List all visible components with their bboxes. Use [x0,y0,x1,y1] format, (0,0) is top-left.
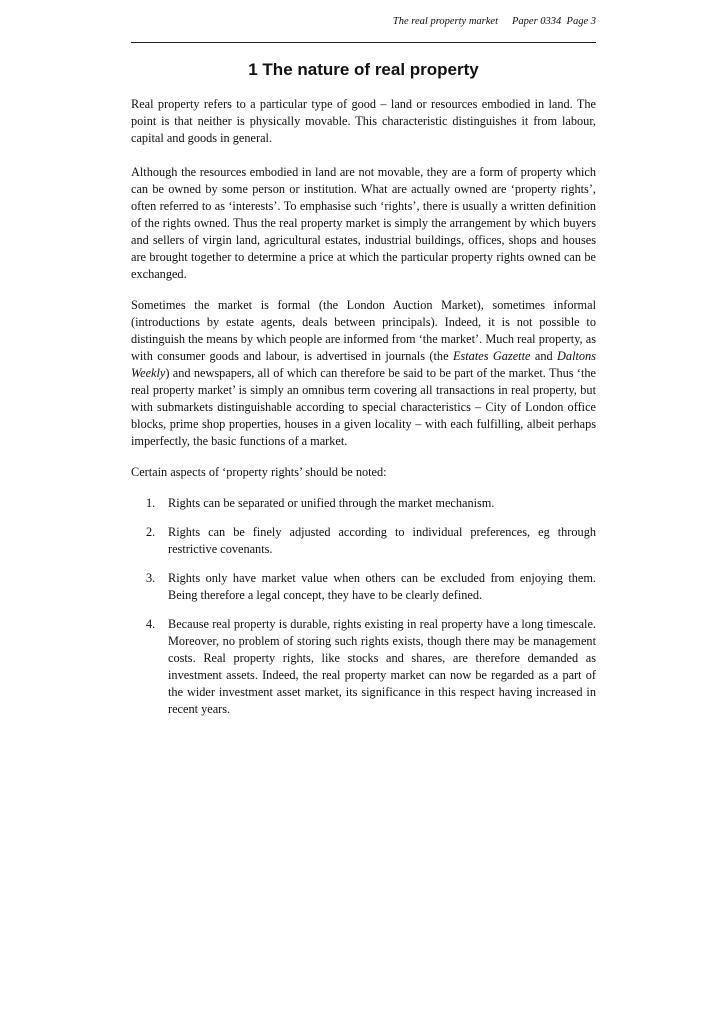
list-text: Because real property is durable, rights existing in real property have a long timescale. Moreover, no problem of storing such rights exists, though there may be management costs. Real property rights, like stocks and shares, are therefore demanded as investment assets. Indeed, the real property market can now be regarded as a part of the wider investment asset market, its significance in this respect having increased in recent years. [168,617,596,716]
journal-daltons-weekly: Daltons Weekly [131,349,596,380]
running-header [393,16,596,27]
page-number: Page 3 [566,16,596,27]
running-title: The real property market [392,16,498,27]
paragraph-3-part-b: and [530,349,558,363]
paragraph-1: Real property refers to a particular type of good – land or resources embodied in land. The point is that neither is physically movable. This characteristic distinguishes it from labour, capital and goods in general. [131,97,596,145]
paper-number: Paper 0334 [512,16,562,27]
list-text: Rights can be finely adjusted according to individual preferences, eg through restrictive covenants. [168,525,596,556]
section-title: 1 The nature of real property [248,60,479,79]
property-rights-list [131,495,596,718]
body-text [131,96,596,730]
list-item [131,616,596,718]
list-number: 2. [146,525,156,539]
paragraph-3-part-c: ) and newspapers, all of which can therefore be said to be part of the market. Thus ‘the real property market’ is simply an omnibus term covering all transactions in real property, but with submarkets distinguishable according to special characteristics – City of London office blocks, prime shop properties, houses in a given locality – with each fulfilling, albeit perhaps imperfectly, the basic functions of a market. [131,366,596,448]
list-text: Rights only have market value when others can be excluded from enjoying them. Being therefore a legal concept, they have to be clearly defined. [168,571,596,602]
paragraph-2: Although the resources embodied in land are not movable, they are a form of property which can be owned by some person or institution. What are actually owned are ‘property rights’, often referred to as ‘interests’. To emphasise such ‘rights’, there is usually a written definition of the rights owned. Thus the real property market is simply the arrangement by which buyers and sellers of virgin land, agricultural estates, industrial buildings, offices, shops and houses are brought together to determine a price at which the particular property rights owned can be exchanged. [131,165,596,281]
list-intro: Certain aspects of ‘property rights’ should be noted: [131,465,387,479]
list-item [131,570,596,604]
header-rule [131,42,596,43]
journal-estates-gazette: Estates Gazette [452,349,531,363]
list-item [131,524,596,558]
list-number: 3. [146,571,156,585]
list-text: Rights can be separated or unified through the market mechanism. [168,496,495,510]
paragraph-3-part-a: Sometimes the market is formal (the London Auction Market), sometimes informal (introductions by estate agents, deals between principals). Indeed, it is not possible to distinguish the means by which people are informed from ‘the market’. Much real property, as with consumer goods and labour, is advertised in journals (the [131,298,596,363]
list-number: 4. [146,617,156,631]
paragraph-3 [131,297,596,450]
list-item [131,495,596,512]
list-number: 1. [146,496,156,510]
